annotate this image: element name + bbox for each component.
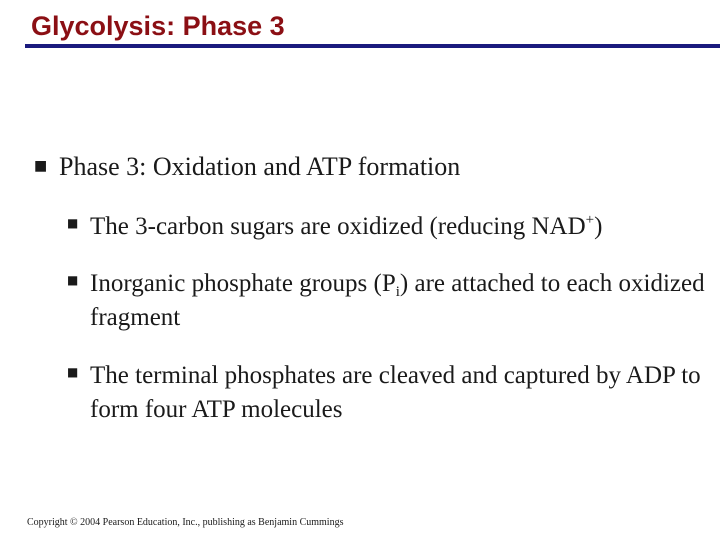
main-bullet-text: Phase 3: Oxidation and ATP formation [59, 152, 461, 181]
square-bullet-icon: ■ [34, 158, 48, 174]
sub-bullet-2-text [90, 267, 707, 335]
slide-title: Glycolysis: Phase 3 [31, 11, 285, 41]
sub-bullet-1-text [90, 210, 602, 244]
square-bullet-icon: ■ [67, 273, 79, 287]
nad-superscript: + [585, 212, 595, 228]
copyright-notice: Copyright © 2004 Pearson Education, Inc., publishing as Benjamin Cummings [27, 517, 344, 528]
sub-bullet-2-text-end: ) are attached to each oxidized fragment [90, 270, 705, 331]
title-underline [25, 44, 720, 48]
sub-bullet-1-text-end: ) [594, 213, 603, 240]
sub-bullet-1-text-start: The 3-carbon sugars are oxidized (reducing NAD [90, 213, 586, 240]
sub-bullet-2-text-start: Inorganic phosphate groups (P [90, 270, 396, 297]
square-bullet-icon: ■ [67, 365, 79, 379]
sub-bullet-3-text: The terminal phosphates are cleaved and captured by ADP to form four ATP molecules [90, 362, 701, 423]
square-bullet-icon: ■ [67, 216, 79, 230]
pi-subscript: i [395, 284, 400, 300]
